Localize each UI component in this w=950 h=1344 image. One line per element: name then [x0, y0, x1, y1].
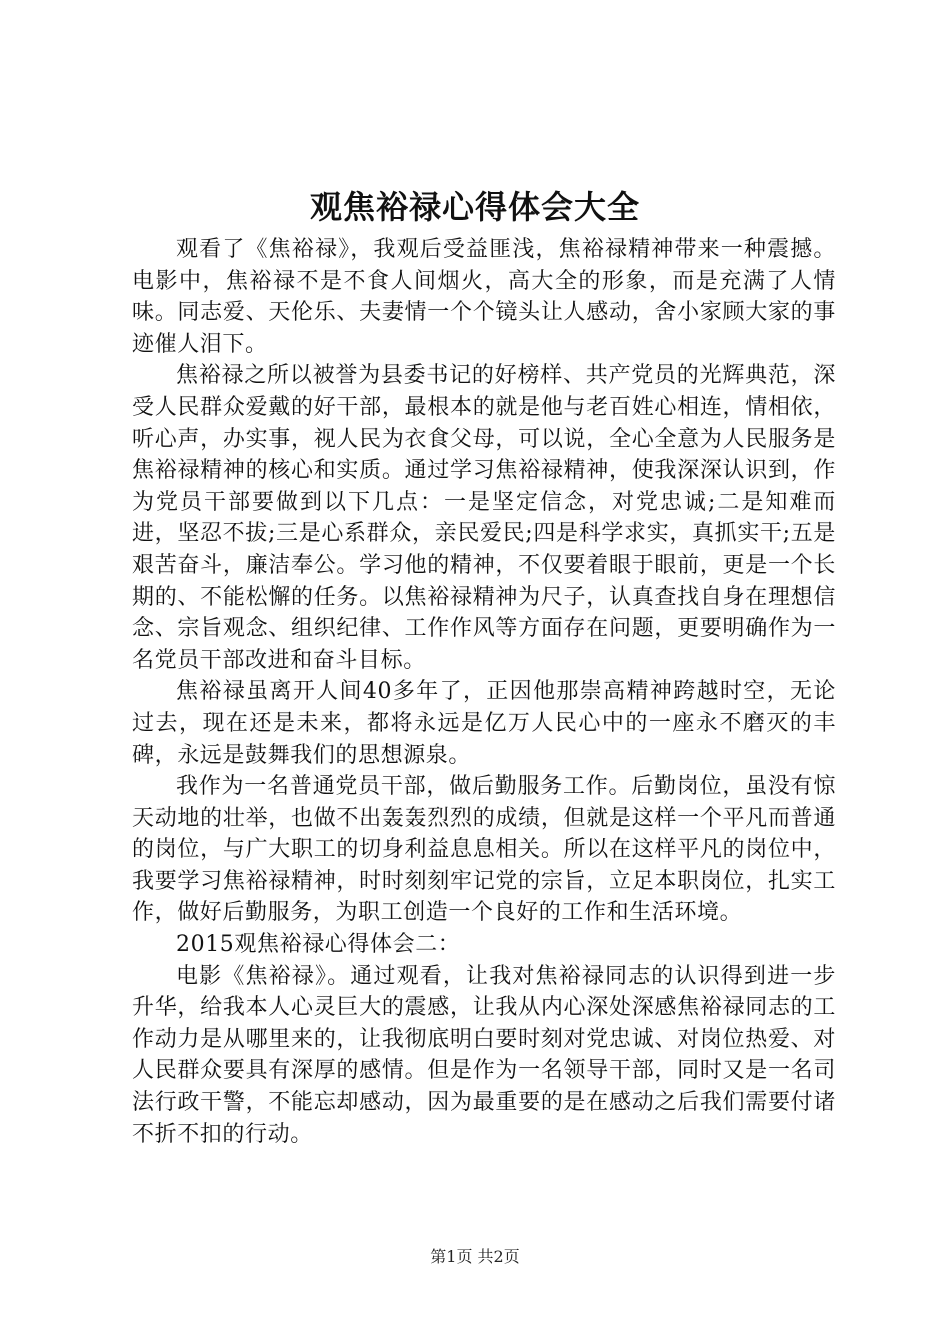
paragraph: 焦裕禄虽离开人间40多年了，正因他那崇高精神跨越时空，无论过去，现在还是未来，都将永远是亿万人民心中的一座永不磨灭的丰碑，永远是鼓舞我们的思想源泉。 — [132, 679, 836, 768]
section-heading: 2015观焦裕禄心得体会二： — [176, 932, 461, 958]
page-footer: 第1页 共2页 — [430, 1247, 520, 1266]
paragraph: 电影《焦裕禄》。通过观看，让我对焦裕禄同志的认识得到进一步升华，给我本人心灵巨大的震感，让我从内心深处深感焦裕禄同志的工作动力是从哪里来的，让我彻底明白要时刻对党忠诚、对岗位热爱、对人民群众要具有深厚的感情。但是作为一名领导干部，同时又是一名司法行政干警，不能忘却感动，因为最重要的是在感动之后我们需要付诸不折不扣的行动。 — [132, 963, 836, 1147]
document-body — [132, 234, 836, 1150]
paragraph: 观看了《焦裕禄》，我观后受益匪浅，焦裕禄精神带来一种震撼。电影中，焦裕禄不是不食人间烟火，高大全的形象，而是充满了人情味。同志爱、天伦乐、夫妻情一个个镜头让人感动，舍小家顾大家的事迹催人泪下。 — [132, 237, 836, 357]
page-title: 观焦裕禄心得体会大全 — [309, 188, 640, 226]
paragraph: 焦裕禄之所以被誉为县委书记的好榜样、共产党员的光辉典范，深受人民群众爱戴的好干部，最根本的就是他与老百姓心相连，情相依，听心声，办实事，视人民为衣食父母，可以说，全心全意为人民服务是焦裕禄精神的核心和实质。通过学习焦裕禄精神，使我深深认识到，作为党员干部要做到以下几点：一是坚定信念，对党忠诚;二是知难而进，坚忍不拔;三是心系群众，亲民爱民;四是科学求实，真抓实干;五是艰苦奋斗，廉洁奉公。学习他的精神，不仅要着眼于眼前，更是一个长期的、不能松懈的任务。以焦裕禄精神为尺子，认真查找自身在理想信念、宗旨观念、组织纪律、工作作风等方面存在问题，更要明确作为一名党员干部改进和奋斗目标。 — [132, 363, 836, 673]
paragraph: 我作为一名普通党员干部，做后勤服务工作。后勤岗位，虽没有惊天动地的壮举，也做不出轰轰烈烈的成绩，但就是这样一个平凡而普通的岗位，与广大职工的切身利益息息相关。所以在这样平凡的岗位中，我要学习焦裕禄精神，时时刻刻牢记党的宗旨，立足本职岗位，扎实工作，做好后勤服务，为职工创造一个良好的工作和生活环境。 — [132, 774, 836, 926]
